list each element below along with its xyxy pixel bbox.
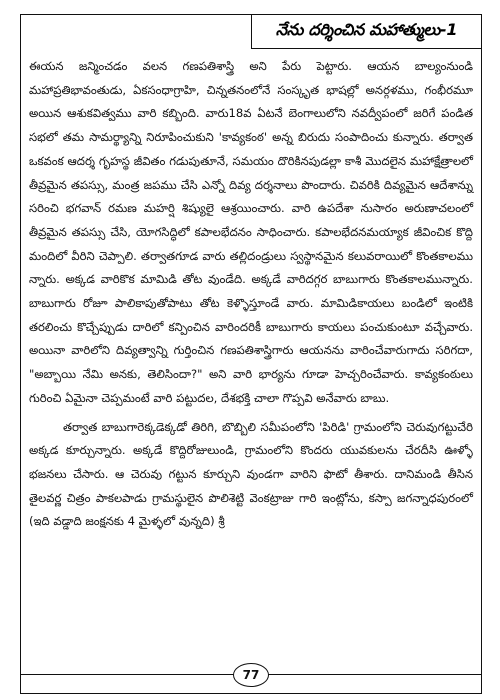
paragraph: తర్వాత బాబుగారెక్కడెక్కడో తిరిగి, బొబ్బిలి సమీపంలోని 'పిరిడి' గ్రామంలోని చెరువుగట్టుచేరి అక్కడ కూర్చున్నారు. అక్కడే కొద్దిరోజులుండి, గ్రామంలోని కొందరు యువకులను చేరదీసి ఊళ్ళో భజనలు చేసారు. ఆ చెరువు గట్టున కూర్చుని వుండగా వారిని ఫొటో తీశారు. దానిమండి తీసిన తైలవర్ణ చిత్రం పాకలపాడు గ్రామస్థులైన పొలిశెట్టి వెంకట్రాజు గారి ఇంట్లోను, కస్పా జగన్నాధపురంలో (ఇది వడ్డాది జంక్షనకు 4 మైళ్ళలో వున్నది) శ్రీ (29, 419, 473, 529)
running-header (251, 15, 481, 49)
book-title: నేను దర్శించిన మహాత్ములు-1 (275, 20, 458, 39)
page-frame (20, 14, 482, 694)
body-text (29, 55, 473, 534)
paragraph: ఈయన జన్మించడం వలన గణపతిశాస్త్రి అని పేరు పెట్టారు. ఆయన బాల్యంనుండి మహాప్రతిభావంతుడు, ఏకసంధాగ్రాహి, చిన్నతనంలోనే సంస్కృత భాషల్లో అనర్గళము, గంభీరమూ అయిన ఆశుకవిత్వము వారి కబ్బింది. వారు18వ ఏటనే బెంగాలులోని నవద్వీపంలో జరిగే పండిత సభలో తమ సామర్థ్యాన్ని నిరూపించుకుని 'కావ్యకంఠ' అన్న బిరుదు సంపాదించు కున్నారు. తర్వాత ఒకవంక ఆదర్శ గృహస్థ జీవితం గడుపుతూనే, సమయం దొరికినపుడల్లా కాశీ మొదలైన మహాక్షేత్రాలలో తీవ్రమైన తపస్సు, మంత్ర జపము చేసి ఎన్నో దివ్య దర్శనాలు పొందారు. చివరికి దివ్యమైన ఆదేశాన్ను సరించి భగవాన్ రమణ మహర్షి శిష్యులై ఆశ్రయించారు. వారి ఉపదేశా నుసారం అరుణాచలంలో తీవ్రమైన తపస్సు చేసి, యోగసిద్ధిలో కపాలభేదనం సాధించారు. కపాలభేదనమయ్యాక జీవించిక కొద్ది మందిలో వీరిని చెప్పాలి. తర్వాతగూడ వారు తల్లిదండ్రులు స్వస్థానమైన కలువరాయిలో కొంతకాలము న్నారు. అక్కడ వారికొక మామిడి తోట వుండేది. అక్కడే వారిదగ్గర బాబుగారు కొంతకాలమున్నారు. బాబుగారు రోజూ పాలికాపుతోపాటు తోట కెళ్ళొస్తూండే వారు. మామిడికాయలు బండిలో ఇంటికి తరలించు కొచ్చేప్పుడు దారిలో కన్పించిన వారిందరికీ బాబుగారు కాయలు పంచుకుంటూ వచ్చేవారు. అయినా వారిలోని దివ్యత్వాన్ని గుర్తించిన గణపతిశాస్త్రిగారు ఆయనను వారించేవారుగాదు సరిగదా, "అబ్బాయి నేమి అనకు, తెలిసిందా?" అని వారి భార్యను గూడా హెచ్చరించేవారు. కావ్యకంఠులు గురించి ఏమైనా చెప్పమంటే వారి పట్టుదల, దేశభక్తి చాలా గొప్పవి అనేవారు బాబు. (29, 59, 473, 405)
footer (21, 661, 481, 689)
page-number: 77 (233, 663, 269, 687)
